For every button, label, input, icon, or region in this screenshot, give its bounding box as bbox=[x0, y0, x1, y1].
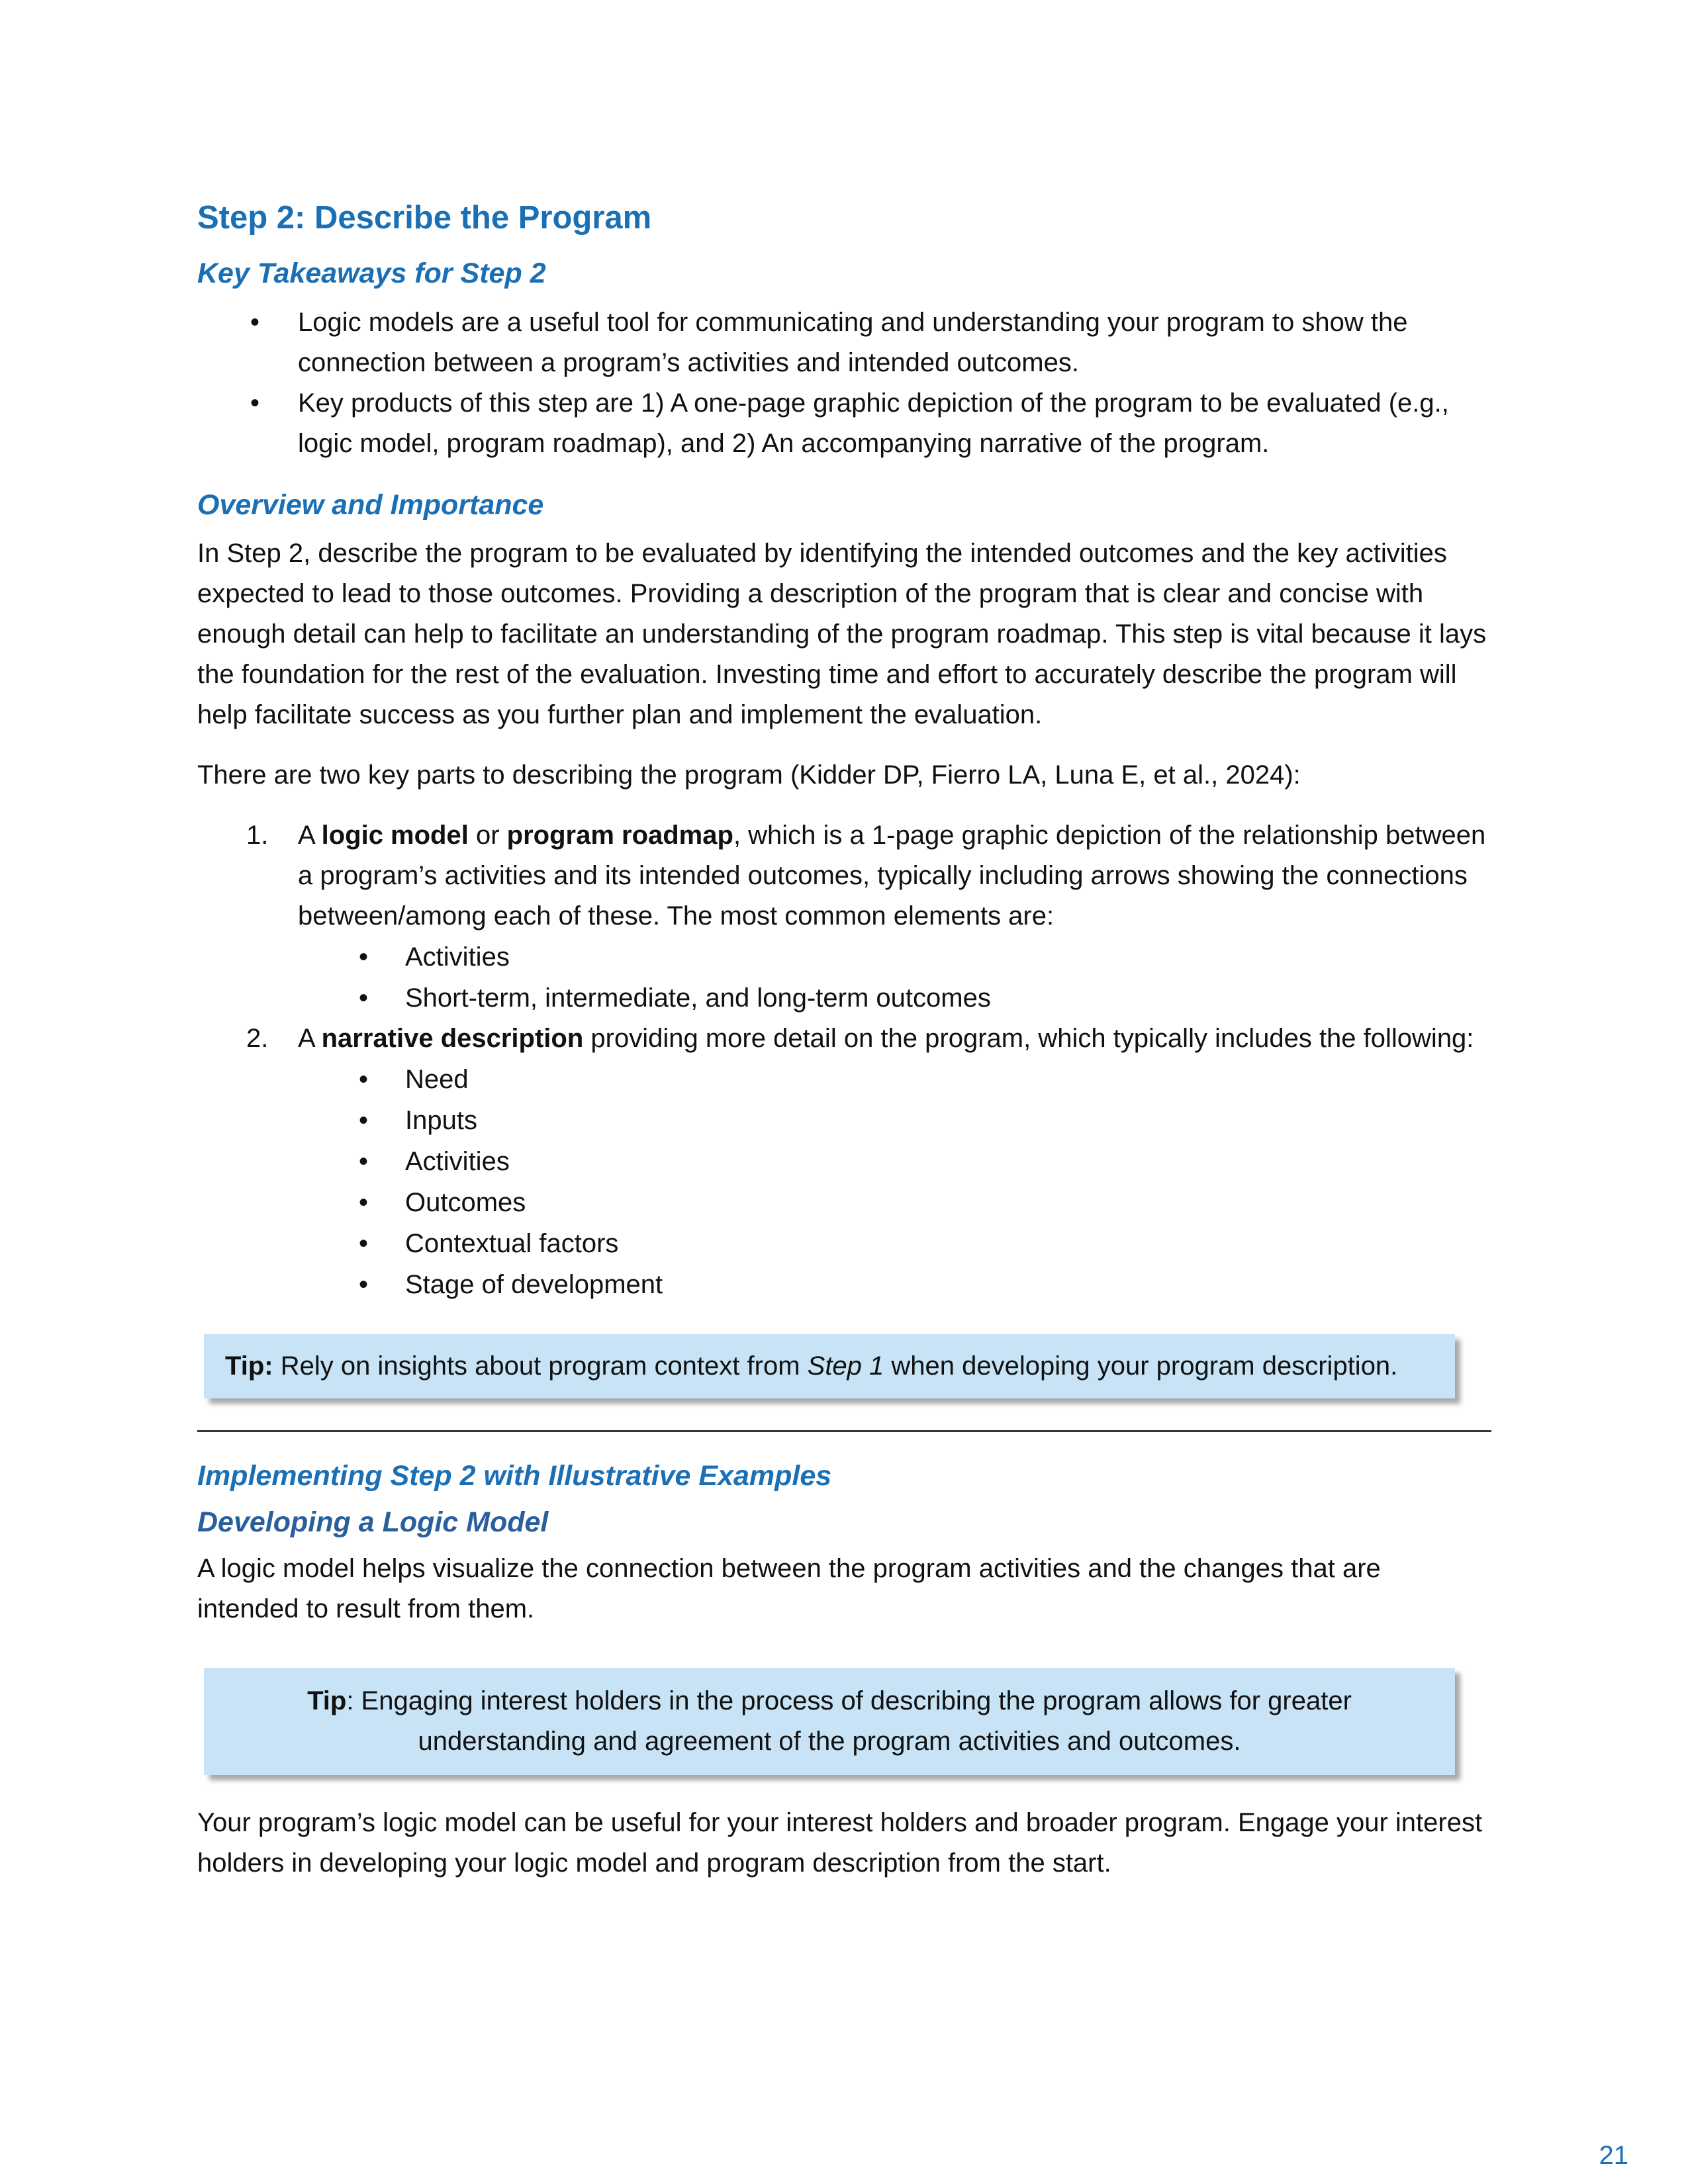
tip-box-program-context bbox=[204, 1334, 1455, 1398]
list-item: • Activities bbox=[405, 936, 1488, 978]
tip-text: : Engaging interest holders in the process of describing the program allows for greater understanding and agreement of the program activities and outcomes. bbox=[346, 1686, 1352, 1756]
list-item: • Logic models are a useful tool for communicating and understanding your program to show the connection between a program’s activities and intended outcomes. bbox=[298, 302, 1488, 383]
tip-label: Tip bbox=[307, 1686, 347, 1715]
list-text: A bbox=[298, 1024, 322, 1054]
section-divider bbox=[197, 1430, 1491, 1432]
bold-term: logic model bbox=[321, 821, 469, 850]
list-number: 2. bbox=[246, 1024, 269, 1054]
list-item bbox=[246, 815, 1488, 1019]
list-item: • Activities bbox=[405, 1141, 1488, 1182]
engage-paragraph: Your program’s logic model can be useful for your interest holders and broader program. Engage your interest holders in developing your logic model and program description from the start. bbox=[197, 1807, 1483, 1878]
tip-text: Rely on insights about program context from bbox=[273, 1351, 808, 1381]
overview-paragraph: In Step 2, describe the program to be evaluated by identifying the intended outcomes and the key activities expected to lead to those outcomes. Providing a description of the program that is clear and concise with enough detail can help to facilitate an understanding of the program roadmap. This step is vital because it lays the foundation for the rest of the evaluation. Investing time and effort to accurately describe the program will help facilitate success as you further plan and implement the evaluation. bbox=[197, 539, 1487, 730]
implementing-heading: Implementing Step 2 with Illustrative Examples bbox=[197, 1460, 832, 1492]
list-number: 1. bbox=[246, 821, 269, 850]
list-item: • Key products of this step are 1) A one-page graphic depiction of the program to be evaluated (e.g., logic model, program roadmap), and 2) An accompanying narrative of the program. bbox=[298, 383, 1488, 464]
list-item: • Outcomes bbox=[405, 1182, 1488, 1223]
list-text: providing more detail on the program, which typically includes the following: bbox=[583, 1024, 1474, 1054]
list-text: , which is a 1-page graphic depiction of the relationship between a program’s activities and its intended outcomes, typically including arrows showing the connections between/among each of these. The most common elements are: bbox=[298, 821, 1486, 931]
two-key-parts-paragraph: There are two key parts to describing the program (Kidder DP, Fierro LA, Luna E, et al., 2024): bbox=[197, 760, 1301, 790]
list-item: • Need bbox=[405, 1059, 1488, 1100]
key-takeaways-list bbox=[197, 302, 1488, 464]
tip-box-interest-holders bbox=[204, 1668, 1455, 1775]
list-item: • Short-term, intermediate, and long-term outcomes bbox=[405, 978, 1488, 1019]
overview-heading: Overview and Importance bbox=[197, 488, 544, 521]
tip-label: Tip: bbox=[225, 1351, 273, 1381]
list-item: • Contextual factors bbox=[405, 1223, 1488, 1264]
page-content bbox=[197, 199, 1488, 1903]
list-text: A bbox=[298, 821, 322, 850]
list-item: • Inputs bbox=[405, 1100, 1488, 1141]
page-number: 21 bbox=[1599, 2141, 1628, 2170]
key-takeaways-heading: Key Takeaways for Step 2 bbox=[197, 257, 546, 289]
key-parts-list bbox=[197, 815, 1488, 1305]
list-item: • Stage of development bbox=[405, 1264, 1488, 1305]
bold-term: narrative description bbox=[321, 1024, 584, 1054]
list-item bbox=[246, 1019, 1488, 1305]
bold-term: program roadmap bbox=[506, 821, 733, 850]
page-title: Step 2: Describe the Program bbox=[197, 200, 652, 236]
logic-model-subheading: Developing a Logic Model bbox=[197, 1506, 549, 1539]
logic-model-paragraph: A logic model helps visualize the connection between the program activities and the changes that are intended to result from them. bbox=[197, 1553, 1381, 1623]
logic-model-elements-list bbox=[298, 936, 1488, 1019]
tip-text: when developing your program description. bbox=[884, 1351, 1398, 1381]
tip-italic: Step 1 bbox=[807, 1351, 884, 1381]
list-text: or bbox=[468, 821, 507, 850]
narrative-elements-list bbox=[298, 1059, 1488, 1305]
